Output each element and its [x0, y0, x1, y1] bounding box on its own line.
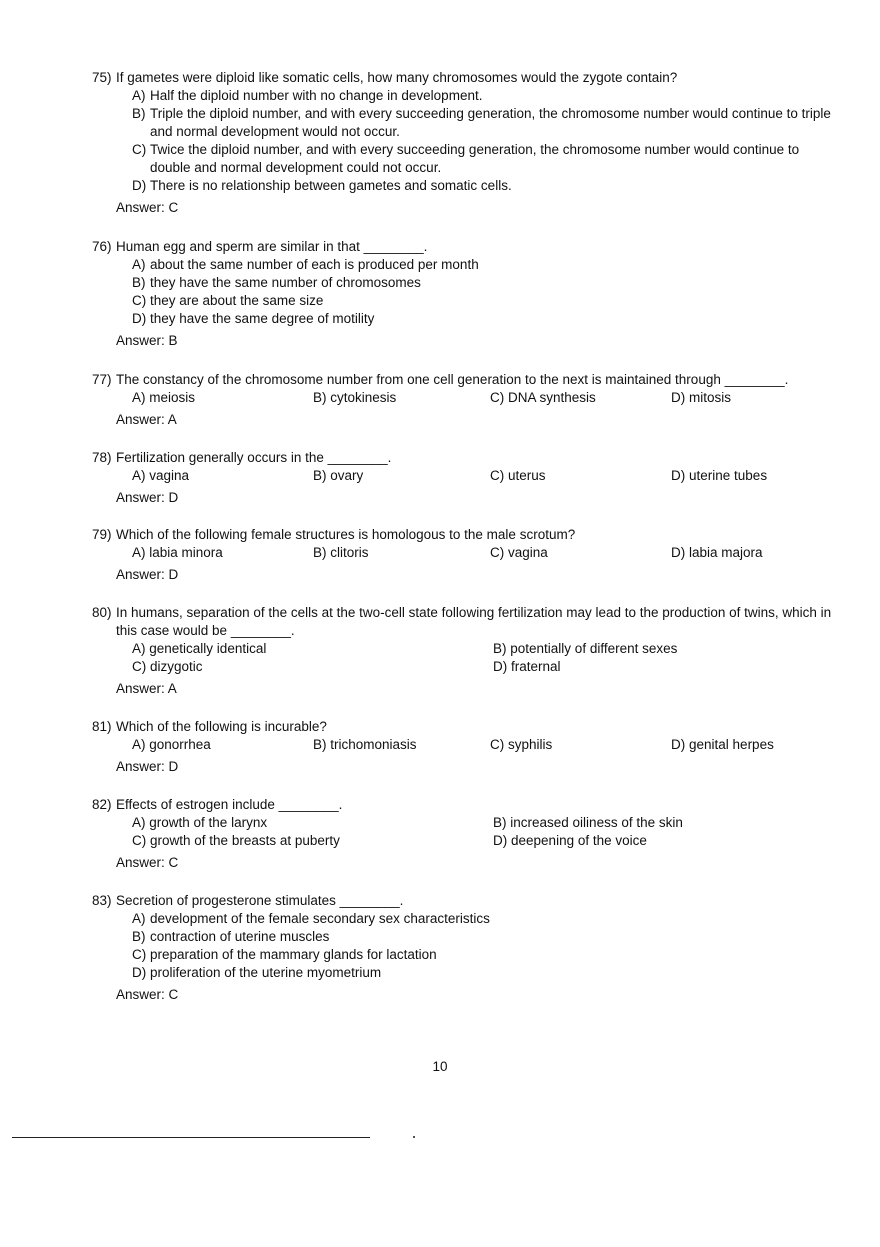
- option-d: D) deepening of the voice: [493, 833, 647, 848]
- answer: Answer: D: [116, 759, 179, 774]
- option-a: A) Half the diploid number with no change in development.: [132, 88, 483, 103]
- option-b: B) potentially of different sexes: [493, 641, 678, 656]
- option-d: D) labia majora: [671, 545, 763, 560]
- question-76: [92, 238, 832, 350]
- options-row: [132, 544, 832, 562]
- question-83: [92, 892, 832, 1004]
- option-c: C) preparation of the mammary glands for lactation: [132, 947, 437, 962]
- option-a: A) about the same number of each is produced per month: [132, 257, 479, 272]
- option-c: C) Twice the diploid number, and with every succeeding generation, the chromosome number would continue to double and normal development could not occur.: [132, 142, 800, 175]
- question-text: In humans, separation of the cells at the two-cell state following fertilization may lead to the production of twins, which in this case would be ________.: [116, 605, 832, 638]
- question-stem: [92, 796, 832, 814]
- answer: Answer: C: [116, 200, 179, 215]
- option-b: B) cytokinesis: [313, 390, 397, 405]
- question-stem: [92, 718, 832, 736]
- option-d: D) uterine tubes: [671, 468, 768, 483]
- options-list: [132, 256, 832, 328]
- option-c: C) uterus: [490, 468, 546, 483]
- page-number: 10: [432, 1059, 448, 1074]
- option-d: D) There is no relationship between gametes and somatic cells.: [132, 178, 512, 193]
- option-a: A) vagina: [132, 468, 190, 483]
- option-b: B) Triple the diploid number, and with every succeeding generation, the chromosome number would continue to triple and normal development would not occur.: [132, 106, 831, 139]
- options-list: [132, 87, 832, 195]
- question-text: Which of the following female structures is homologous to the male scrotum?: [116, 527, 576, 542]
- option-c: C) dizygotic: [132, 659, 203, 674]
- option-a: A) labia minora: [132, 545, 223, 560]
- question-stem: [92, 69, 832, 87]
- options-row: [132, 736, 832, 754]
- question-number: 81): [92, 719, 112, 734]
- option-a: A) growth of the larynx: [132, 815, 268, 830]
- question-number: 78): [92, 450, 112, 465]
- question-79: [92, 526, 832, 584]
- question-text: The constancy of the chromosome number from one cell generation to the next is maintained through ________.: [116, 372, 789, 387]
- answer: Answer: A: [116, 412, 177, 427]
- question-81: [92, 718, 832, 776]
- question-text: Secretion of progesterone stimulates ________.: [116, 893, 404, 908]
- option-a: A) gonorrhea: [132, 737, 211, 752]
- option-c: C) syphilis: [490, 737, 553, 752]
- question-stem: [92, 604, 832, 640]
- answer: Answer: C: [116, 987, 179, 1002]
- question-80: [92, 604, 832, 698]
- option-b: B) increased oiliness of the skin: [493, 815, 683, 830]
- question-text: If gametes were diploid like somatic cells, how many chromosomes would the zygote contain?: [116, 70, 678, 85]
- option-d: D) proliferation of the uterine myometrium: [132, 965, 382, 980]
- option-b: B) contraction of uterine muscles: [132, 929, 330, 944]
- option-d: D) genital herpes: [671, 737, 774, 752]
- answer: Answer: D: [116, 567, 179, 582]
- option-c: C) growth of the breasts at puberty: [132, 833, 340, 848]
- options-list: [132, 910, 832, 982]
- question-number: 82): [92, 797, 112, 812]
- option-c: C) vagina: [490, 545, 548, 560]
- question-stem: [92, 526, 832, 544]
- option-b: B) ovary: [313, 468, 364, 483]
- options-grid: [132, 640, 832, 676]
- answer: Answer: A: [116, 681, 177, 696]
- footer-dot: [413, 1136, 415, 1138]
- option-b: B) clitoris: [313, 545, 369, 560]
- footer-rule: [12, 1137, 370, 1138]
- question-number: 83): [92, 893, 112, 908]
- option-a: A) genetically identical: [132, 641, 267, 656]
- question-number: 77): [92, 372, 112, 387]
- options-row: [132, 389, 852, 407]
- question-text: Effects of estrogen include ________.: [116, 797, 343, 812]
- question-78: [92, 449, 832, 507]
- question-text: Human egg and sperm are similar in that ________.: [116, 239, 428, 254]
- option-d: D) mitosis: [671, 390, 732, 405]
- options-row: [132, 467, 832, 485]
- question-number: 76): [92, 239, 112, 254]
- option-d: D) fraternal: [493, 659, 561, 674]
- option-c: C) DNA synthesis: [490, 390, 596, 405]
- question-text: Which of the following is incurable?: [116, 719, 327, 734]
- answer: Answer: C: [116, 855, 179, 870]
- question-stem: [92, 449, 832, 467]
- question-stem: [92, 238, 832, 256]
- option-a: A) development of the female secondary sex characteristics: [132, 911, 490, 926]
- question-stem: [92, 371, 852, 389]
- question-text: Fertilization generally occurs in the ________.: [116, 450, 392, 465]
- option-b: B) they have the same number of chromosomes: [132, 275, 421, 290]
- option-b: B) trichomoniasis: [313, 737, 417, 752]
- question-82: [92, 796, 832, 872]
- answer: Answer: D: [116, 490, 179, 505]
- question-number: 75): [92, 70, 112, 85]
- option-a: A) meiosis: [132, 390, 196, 405]
- question-77: [92, 371, 852, 429]
- question-stem: [92, 892, 832, 910]
- question-75: [92, 69, 832, 217]
- option-d: D) they have the same degree of motility: [132, 311, 375, 326]
- question-number: 79): [92, 527, 112, 542]
- question-number: 80): [92, 605, 112, 620]
- option-c: C) they are about the same size: [132, 293, 324, 308]
- options-grid: [132, 814, 832, 850]
- answer: Answer: B: [116, 333, 178, 348]
